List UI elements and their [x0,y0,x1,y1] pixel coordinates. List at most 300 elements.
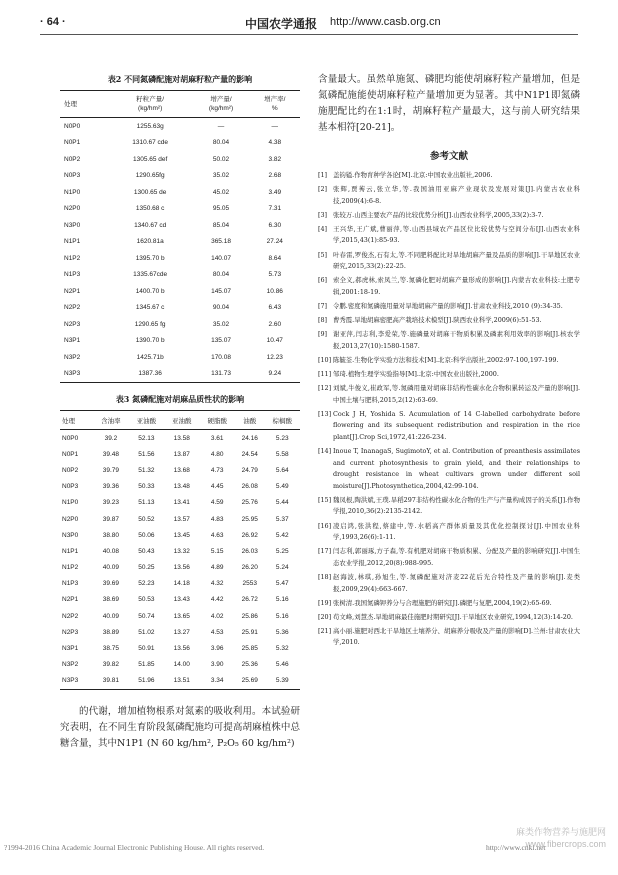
reference-number: [21] [318,626,332,635]
table-cell: 5.23 [275,434,289,442]
table-cell: 26.20 [241,564,258,572]
table-cell: 13.57 [173,515,190,523]
table-cell: 1290.65fg [135,172,165,180]
table-row [60,168,300,185]
table-cell: 1620.81a [136,238,164,246]
table-row [60,234,300,251]
table-row [60,250,300,267]
table-cell: 13.27 [173,628,190,636]
table-cell: 131.73 [211,370,231,378]
copyright-text: ?1994-2016 China Academic Journal Electronic Publishing House. All rights reserved. [4,843,265,852]
column-header: 亚油酸 [136,417,157,425]
table-cell: N0P2 [64,155,81,163]
reference-number: [8] [318,316,328,325]
table-cell: 5.25 [275,547,289,555]
reference-number: [7] [318,301,328,310]
table-cell: N2P2 [62,612,79,620]
table-cell: 13.56 [173,564,190,572]
reference-item [318,572,580,595]
table-cell: 39.23 [102,499,120,507]
table-cell: 5.37 [275,515,289,523]
table-cell: N0P3 [64,172,81,180]
reference-text: 叶春雷,罗俊杰,石有太,等.不同肥料配比对旱地胡麻产量及品质的影响[J].干旱地区农业研究,2015,33(2):22-25. [333,250,580,271]
table-row [60,151,300,168]
table-cell: N3P1 [64,337,81,345]
table-cell: 13.58 [173,434,190,442]
table-cell: 6.43 [268,304,282,312]
table-cell: 140.07 [211,254,231,262]
table-cell: 3.96 [210,645,224,653]
column-header: 含油率 [101,417,121,425]
table-cell: 10.47 [266,337,283,345]
table-row [60,267,300,284]
column-header: 增产率/ % [264,96,286,112]
table-cell: N2P3 [62,628,79,636]
reference-text: 张较万.山西主要农产品的比较优势分析[J].山西农业科学,2005,33(2):3-7. [333,210,544,219]
table2-caption: 表2 不同氮磷配施对胡麻籽粒产量的影响 [107,74,253,84]
reference-item [318,546,580,569]
reference-item [318,626,580,649]
table-cell: — [217,122,225,130]
reference-number: [18] [318,572,332,581]
table-cell: 2.60 [268,320,282,328]
table-cell: N3P2 [64,353,81,361]
table-cell: 39.36 [102,483,120,491]
table-cell: 5.16 [275,612,289,620]
references-list [318,170,580,649]
reference-text: 曹秀霞.旱地胡麻密肥高产栽培技术模型[J].陕西农业科学,2009(6):51-53. [333,316,542,325]
table-cell: 4.80 [210,450,224,458]
table-cell: 39.81 [102,677,120,685]
table-cell: 51.96 [138,677,155,685]
column-header: 处理 [62,417,75,425]
reference-text: 谢亚萍,闫志利,李爱荣,等.施磷量对胡麻干物质积累及磷素利用效率的影响[J].核农学报,2013,27(10):1580-1587. [333,330,580,350]
table-cell: 51.32 [138,466,155,474]
body-paragraph-left: 的代谢，增加植物根系对氮素的吸收利用。本试验研究表明，在不同生育阶段氮磷配施均可提高胡麻植株中总糖含量，其中N1P1 (N 60 kg/hm², P₂O₅ 60 kg/hm²) [60,706,300,749]
table-cell: 9.24 [268,370,282,378]
table-cell: 1390.70 b [135,337,165,345]
table-cell: 1310.67 cde [132,139,169,147]
table-cell: 25.85 [241,645,258,653]
table3-caption: 表3 氮磷配施对胡麻品质性状的影响 [115,394,245,404]
table-cell: 5.44 [275,499,289,507]
table-cell: N1P3 [62,580,79,588]
table-row [60,576,300,592]
table-cell: 1340.67 cd [134,221,167,229]
table-cell: 38.80 [102,531,120,539]
table-row [60,640,300,656]
table-cell: 50.52 [138,515,155,523]
table-cell: 90.04 [212,304,230,312]
table-cell: 39.87 [102,515,120,523]
table-cell: 6.30 [268,221,282,229]
table-cell: N1P1 [64,238,81,246]
table-cell: 95.05 [212,205,230,213]
reference-text: 赵海波,林琪,孙旭生,等.氮磷配施对济麦22花后光合特性及产量的影响[J].麦类报,2009,29(4):663-667. [333,572,580,593]
table-cell: 14.18 [173,580,190,588]
table-cell: N0P1 [62,450,79,458]
reference-text: 索全义,郝虎林,索凤兰,等.氮磷化肥对胡麻产量形成的影响[J].内蒙古农业科技:土肥专辑,2001:18-19. [333,276,580,296]
table-row [60,479,300,495]
table-cell: 25.76 [241,499,258,507]
table-row [60,673,300,690]
table-row [60,316,300,333]
table-cell: 50.02 [212,155,230,163]
table-row [60,333,300,350]
reference-text: 张树清.我国氮磷钾养分与合理施肥的研究[J].磷肥与复肥,2004,19(2):65-69. [333,598,552,607]
table-cell: 25.36 [241,661,258,669]
table-cell: 5.46 [275,661,289,669]
table-row [60,495,300,511]
table-cell: 5.24 [275,564,289,572]
references-heading: 参考文献 [429,151,468,162]
table-cell: 39.79 [102,466,120,474]
reference-item [318,383,580,406]
column-header: 亚油酸 [172,417,192,425]
table-cell: 145.07 [211,287,231,295]
table-cell: 7.31 [268,205,282,213]
table-cell: 26.92 [241,531,258,539]
table-cell: 4.73 [210,466,224,474]
table-cell: N1P0 [64,188,81,196]
table-cell: 1335.67cde [133,271,168,279]
table-cell: 40.09 [102,612,120,620]
table-cell: 2.68 [268,172,282,180]
table-row [60,462,300,478]
table-row [60,608,300,624]
reference-item [318,355,580,367]
reference-item [318,170,580,182]
table-cell: N3P2 [62,661,79,669]
table-cell: 1345.67 c [135,304,165,312]
reference-item [318,446,580,492]
table-cell: N1P0 [62,499,79,507]
reference-number: [11] [318,369,332,378]
table-cell: 1300.65 de [133,188,167,196]
table-cell: 24.16 [241,434,258,442]
table-cell: 25.86 [241,612,258,620]
table-cell: N3P3 [64,370,81,378]
table-cell: 38.75 [102,645,120,653]
table-cell: 50.91 [138,645,155,653]
table-cell: 24.79 [241,466,258,474]
reference-text: 刘斌,牛俊义,崔政军,等.氮磷用量对胡麻非结构性碳水化合物积累转运及产量的影响[J].中国土壤与肥料,2015,2(12):63-69. [333,384,580,404]
table-cell: 12.23 [266,353,283,361]
table-cell: 25.95 [241,515,258,523]
table-cell: 3.49 [268,188,282,196]
table-cell: 4.83 [210,515,224,523]
table-cell: 8.64 [268,254,282,262]
reference-text: 闫志利,郭丽琢,方子森,等.有机肥对胡麻干物质积累、分配及产量的影响研究[J].中国生态农业学报,2012,20(8):988-995. [333,547,580,567]
table-cell: N2P0 [64,205,81,213]
reference-number: [15] [318,495,332,504]
table-cell: N0P0 [64,122,81,130]
reference-text: 盖钧镒.作物育种学各论[M].北京:中国农业出版社,2006. [333,171,493,179]
table-cell: 27.24 [266,238,283,246]
table-cell: 4.02 [210,612,224,620]
table-cell: 80.04 [212,271,230,279]
table-cell: N2P2 [64,304,81,312]
page-footer [4,843,614,852]
table-cell: 40.09 [102,564,120,572]
table-cell: 1387.36 [138,370,162,378]
reference-item [318,612,580,624]
table-row [60,135,300,152]
table-cell: N0P1 [64,139,81,147]
table-cell: 4.63 [210,531,224,539]
table-row [60,592,300,608]
table-row [60,283,300,300]
table-cell: 365.18 [211,238,231,246]
table-cell: 45.02 [212,188,230,196]
body-paragraph-right: 含量最大。虽然单施氮、磷肥均能使胡麻籽粒产量增加，但是氮磷配施能使胡麻籽粒产量增加更为显著。其中N1P1即氮磷施肥配比约在1:1时，胡麻籽粒产量最大，这与前人研究结果基本相符[20-21]。 [318,74,580,133]
table-row [60,118,300,135]
table-cell: 13.65 [173,612,190,620]
table-cell: 5.58 [275,450,289,458]
reference-text: 魏凤根,陶洪斌,王璞.旱稻297非结构性碳水化合物的生产与产量构成因子的关系[J].作物学报,2010,36(2):2135-2142. [333,495,580,516]
table-cell: 4.32 [210,580,224,588]
table-cell: 13.48 [173,483,190,491]
table-cell: 2553 [242,580,257,588]
table-cell: 25.69 [241,677,258,685]
table-cell: 50.06 [138,531,155,539]
reference-item [318,329,580,352]
reference-item [318,275,580,298]
table-cell: 1425.71b [136,353,164,361]
table-cell: 38.69 [102,596,120,604]
reference-item [318,369,580,381]
reference-number: [17] [318,547,332,556]
table-row [60,527,300,543]
reference-text: 王兴华,王广斌,曹丽萍,等.山西县域农产品区位比较优势与空间分布[J].山西农业科学,2015,43(1):85-93. [333,224,580,245]
table-cell: N3P1 [62,645,79,653]
table-cell: N3P3 [62,677,79,685]
reference-number: [16] [318,521,332,530]
reference-text: 邹琦.植物生理学实验指导[M].北京:中国农业出版社,2000. [333,369,499,378]
table-cell: 26.08 [241,483,258,491]
table-cell: 3.34 [210,677,224,685]
reference-text: 令鹏.密度和氮磷施用量对旱地胡麻产量的影响[J].甘肃农业科技,2010 (9):34-35. [333,301,563,310]
reference-text: Cock J H, Yoshida S. Acumulation of 14 C-labelled carbohydrate before flowering and its subsequent redistribution and respiration in the rice plant[J].Crop Sci,1972,41:226-234. [333,409,580,441]
reference-number: [2] [318,185,328,194]
table-cell: — [271,122,279,130]
table-cell: 85.04 [212,221,230,229]
table-cell: N0P0 [62,434,79,442]
table-cell: 50.43 [138,547,155,555]
table-cell: 39.2 [104,434,118,442]
watermark-line2: www.fibercrops.com [525,839,606,849]
table-cell: 50.25 [138,564,155,572]
reference-item [318,210,580,222]
table-row [60,430,300,447]
table-cell: 1350.68 c [135,205,165,213]
table-cell: 4.42 [210,596,224,604]
table-cell: 1400.70 b [135,287,165,295]
table-cell: N2P0 [62,515,79,523]
table-cell: 80.04 [212,139,230,147]
table-cell: 4.45 [210,483,224,491]
table-cell: 13.41 [173,499,190,507]
reference-number: [6] [318,276,328,285]
table-cell: 5.39 [275,677,289,685]
table-row [60,217,300,234]
reference-number: [12] [318,384,332,392]
column-header: 增产量/ (kg/hm²) [208,96,234,112]
reference-item [318,598,580,610]
table-cell: N2P1 [64,287,81,295]
reference-number: [4] [318,224,328,233]
reference-number: [19] [318,598,332,607]
table-cell: 5.15 [210,547,224,555]
table-row [60,349,300,366]
table-cell: 52.23 [138,580,155,588]
table-cell: 13.51 [173,677,190,685]
table-row [60,300,300,317]
reference-number: [3] [318,210,328,219]
reference-number: [5] [318,250,328,259]
column-header: 油酸 [243,417,257,425]
table-cell: N2P1 [62,596,79,604]
table-row [60,511,300,527]
reference-text: 高小丽.施肥对西北干旱地区土壤养分、胡麻养分吸收及产量的影响[D].兰州:甘肃农业大学,2010. [333,626,580,647]
table-cell: 4.89 [210,564,224,572]
table2 [60,90,300,383]
table-cell: 51.02 [138,628,155,636]
table-cell: 13.87 [173,450,190,458]
column-header: 棕榈酸 [272,417,292,425]
reference-item [318,409,580,444]
table-cell: 5.49 [275,483,289,491]
table-cell: N0P2 [62,466,79,474]
reference-number: [20] [318,612,332,621]
table-cell: 39.82 [102,661,120,669]
cnki-link[interactable]: http://www.cnki.net [486,843,546,852]
reference-text: 张辉,贾莠云,张立华,等.我国油用亚麻产业现状及发展对策[J].内蒙古农业科技,2009(4):6-8. [333,185,580,205]
table-cell: N2P3 [64,320,81,328]
table-cell: 4.59 [210,499,224,507]
table-cell: 50.74 [138,612,155,620]
reference-item [318,184,580,207]
table-cell: 3.61 [210,434,224,442]
table-cell: 13.43 [173,596,190,604]
table-cell: 170.08 [211,353,231,361]
table-cell: 135.07 [211,337,231,345]
table-cell: 4.53 [210,628,224,636]
table-cell: 5.32 [275,645,289,653]
table-cell: 5.47 [275,580,289,588]
table-cell: N3P0 [62,531,79,539]
reference-item [318,301,580,313]
reference-item [318,521,580,544]
page-number: · 64 · [40,16,66,28]
reference-number: [9] [318,330,328,339]
table-row [60,543,300,559]
table-cell: 40.08 [102,547,120,555]
table-cell: 26.03 [241,547,258,555]
table-cell: 5.64 [275,466,289,474]
table-cell: N1P2 [62,564,79,572]
table-cell: 35.02 [212,320,230,328]
table-row [60,184,300,201]
right-column [318,72,580,651]
left-column [60,72,300,752]
table-cell: 39.48 [102,450,120,458]
table-cell: 3.90 [210,661,224,669]
column-header: 硬脂酸 [207,417,227,425]
reference-item [318,224,580,247]
reference-text: 陈毓荃.生物化学实验方法和技术[M].北京:科学出版社,2002:97-100,197-199. [333,355,559,364]
table-cell: 39.69 [102,580,120,588]
table-cell: 3.82 [268,155,282,163]
table-cell: 13.56 [173,645,190,653]
table-cell: 5.16 [275,596,289,604]
table-cell: 52.13 [138,434,155,442]
table-cell: 25.91 [241,628,258,636]
table-row [60,624,300,640]
column-header: 处理 [64,100,77,108]
table3 [60,410,300,690]
journal-name: 中国农学通报 [245,17,318,31]
table-cell: 35.02 [212,172,230,180]
table-row [60,560,300,576]
table-row [60,201,300,218]
table-row [60,366,300,383]
reference-text: Inoue T, InanagaS, SugimotoY, et al. Contribution of preanthesis assimilates and current photosynthesis to grain yield, and their relationships to drought resistance in wheat cultivars grown under different soil moisture[J].Photosynthetica,2004,42:99-104. [333,446,580,490]
table-cell: 1305.65 def [132,155,168,163]
table-cell: 10.86 [266,287,283,295]
table-cell: 5.42 [275,531,289,539]
reference-text: 苟文峰,刘慧杰.旱地胡麻最佳施肥时期研究[J].干旱地区农业研究,1994,12(3):14-20. [333,612,573,621]
table-cell: 5.36 [275,628,289,636]
reference-item [318,250,580,273]
table-cell: N1P1 [62,547,79,555]
watermark-line1: 麻类作物营养与施肥网 [515,827,606,837]
table-cell: 51.56 [138,450,155,458]
table-cell: 26.72 [241,596,258,604]
table-cell: 13.32 [173,547,190,555]
table-cell: 14.00 [173,661,190,669]
page-header [40,14,578,35]
table-cell: 4.38 [268,139,282,147]
table-cell: N1P2 [64,254,81,262]
table-cell: N1P3 [64,271,81,279]
reference-item [318,315,580,327]
table-cell: 13.68 [173,466,190,474]
table-cell: 1290.65 fg [134,320,166,328]
table-cell: 5.73 [268,271,282,279]
table-cell: 38.89 [102,628,120,636]
reference-number: [1] [318,171,328,179]
table-cell: 1255.63g [136,122,164,130]
table-cell: N3P0 [64,221,81,229]
table-cell: 51.13 [138,499,155,507]
reference-number: [10] [318,355,332,364]
table-cell: 50.33 [138,483,155,491]
table-cell: 1395.70 b [135,254,165,262]
journal-url[interactable]: http://www.casb.org.cn [330,16,441,28]
reference-number: [14] [318,446,332,455]
column-header: 籽粒产量/ (kg/hm²) [136,96,165,112]
table-cell: 51.85 [138,661,155,669]
reference-number: [13] [318,409,332,418]
table-cell: 13.45 [173,531,190,539]
reference-item [318,495,580,518]
table-cell: 50.53 [138,596,155,604]
table-row [60,657,300,673]
table-cell: 24.54 [241,450,258,458]
table-cell: N0P3 [62,483,79,491]
reference-text: 凌启鸿,张洪程,蔡建中,等.水稻高产群体质量及其优化控制探讨[J].中国农业科学,1993,26(6):1-11. [333,521,580,542]
